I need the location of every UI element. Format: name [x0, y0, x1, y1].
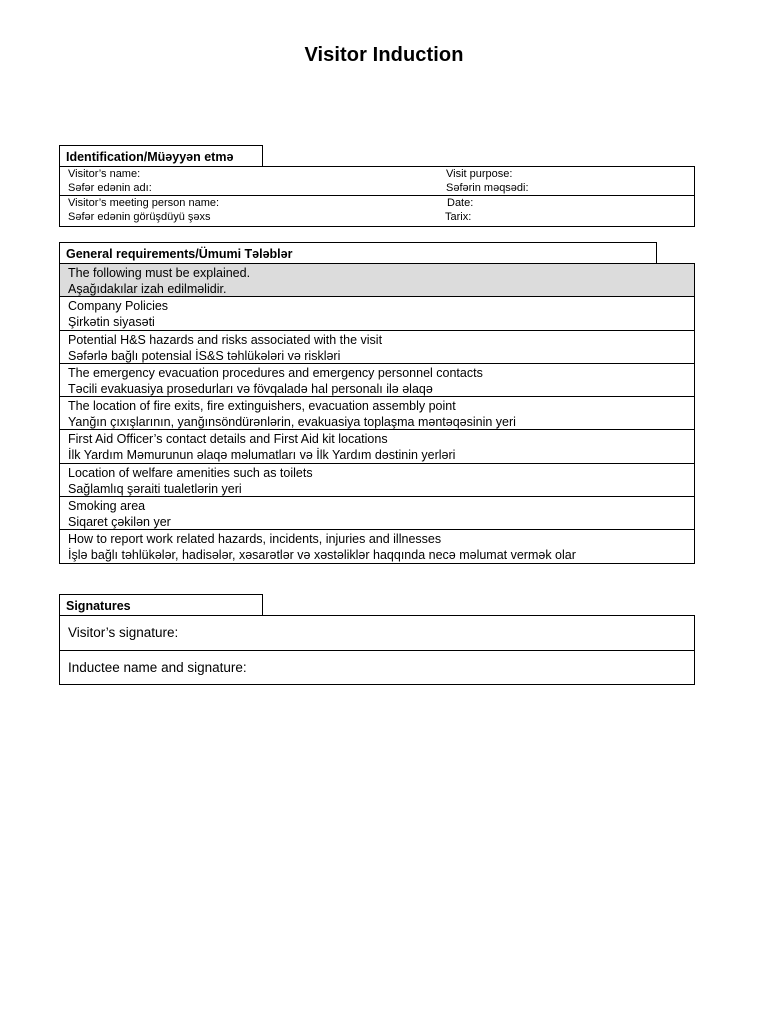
requirement-text-az: Sağlamlıq şəraiti tualetlərin yeri	[68, 481, 242, 496]
meeting-person-field[interactable]	[68, 196, 219, 224]
requirement-text-az: İşlə bağlı təhlükələr, hadisələr, xəsarətlər və xəstəliklər haqqında necə məlumat vermək olar	[68, 548, 576, 563]
visitor-signature-field[interactable]	[60, 616, 694, 651]
identification-row	[60, 196, 694, 225]
requirement-text: How to report work related hazards, incidents, injuries and illnesses	[68, 532, 442, 547]
general-requirements-header-label: General requirements/Ümumi Tələblər	[66, 247, 293, 261]
date-label-az: Tarix:	[445, 211, 472, 223]
requirement-row	[60, 364, 694, 397]
requirement-text: The following must be explained.	[68, 266, 251, 280]
requirement-text-az: Təcili evakuasiya prosedurları və fövqaladə hal personalı ilə əlaqə	[68, 381, 433, 396]
requirement-text-az: Aşağıdakılar izah edilməlidir.	[68, 282, 227, 296]
visitor-name-label-az: Səfər edənin adı:	[68, 182, 152, 194]
requirement-text-az: Səfərlə bağlı potensial İS&S təhlükələri və riskləri	[68, 348, 341, 363]
identification-table	[59, 166, 695, 227]
requirement-row-intro	[60, 264, 694, 297]
requirement-row	[60, 397, 694, 430]
visit-purpose-field[interactable]	[446, 167, 529, 195]
requirement-text-az: Şirkətin siyasəti	[68, 315, 155, 330]
identification-header	[59, 145, 263, 167]
visitor-name-field[interactable]	[68, 167, 152, 195]
signatures-header	[59, 594, 263, 616]
general-requirements-table	[59, 263, 695, 564]
requirement-row	[60, 464, 694, 497]
meeting-person-label: Visitor’s meeting person name:	[68, 197, 220, 209]
requirement-row	[60, 530, 694, 563]
meeting-person-label-az: Səfər edənin görüşdüyü şəxs	[68, 211, 211, 223]
visit-purpose-label-az: Səfərin məqsədi:	[446, 182, 529, 194]
requirement-text-az: Siqaret çəkilən yer	[68, 515, 171, 530]
inductee-signature-label: Inductee name and signature:	[68, 660, 247, 675]
date-field[interactable]	[447, 196, 473, 224]
visit-purpose-label: Visit purpose:	[446, 168, 513, 180]
general-requirements-header	[59, 242, 657, 264]
identification-header-label: Identification/Müəyyən etmə	[66, 150, 234, 164]
requirement-row	[60, 331, 694, 364]
document-title: Visitor Induction	[304, 44, 464, 66]
signatures-table	[59, 615, 695, 685]
requirement-text: Smoking area	[68, 499, 146, 514]
visitor-signature-label: Visitor’s signature:	[68, 625, 179, 640]
date-label: Date:	[447, 197, 474, 209]
inductee-signature-field[interactable]	[60, 651, 694, 686]
requirement-text-az: Yanğın çıxışlarının, yanğınsöndürənlərin, evakuasiya toplaşma məntəqəsinin yeri	[68, 415, 516, 430]
signatures-header-label: Signatures	[66, 599, 131, 613]
requirement-text: The emergency evacuation procedures and emergency personnel contacts	[68, 365, 483, 380]
visitor-name-label: Visitor’s name:	[68, 168, 141, 180]
requirement-row	[60, 497, 694, 530]
requirement-text: Company Policies	[68, 299, 169, 314]
identification-row	[60, 167, 694, 196]
requirement-row	[60, 297, 694, 330]
requirement-text: The location of fire exits, fire extinguishers, evacuation assembly point	[68, 399, 456, 414]
requirement-text: Potential H&S hazards and risks associated with the visit	[68, 332, 383, 347]
requirement-text: Location of welfare amenities such as toilets	[68, 465, 313, 480]
requirement-row	[60, 430, 694, 463]
requirement-text-az: İlk Yardım Məmurunun əlaqə məlumatları və İlk Yardım dəstinin yerləri	[68, 448, 456, 463]
requirement-text: First Aid Officer’s contact details and First Aid kit locations	[68, 432, 388, 447]
